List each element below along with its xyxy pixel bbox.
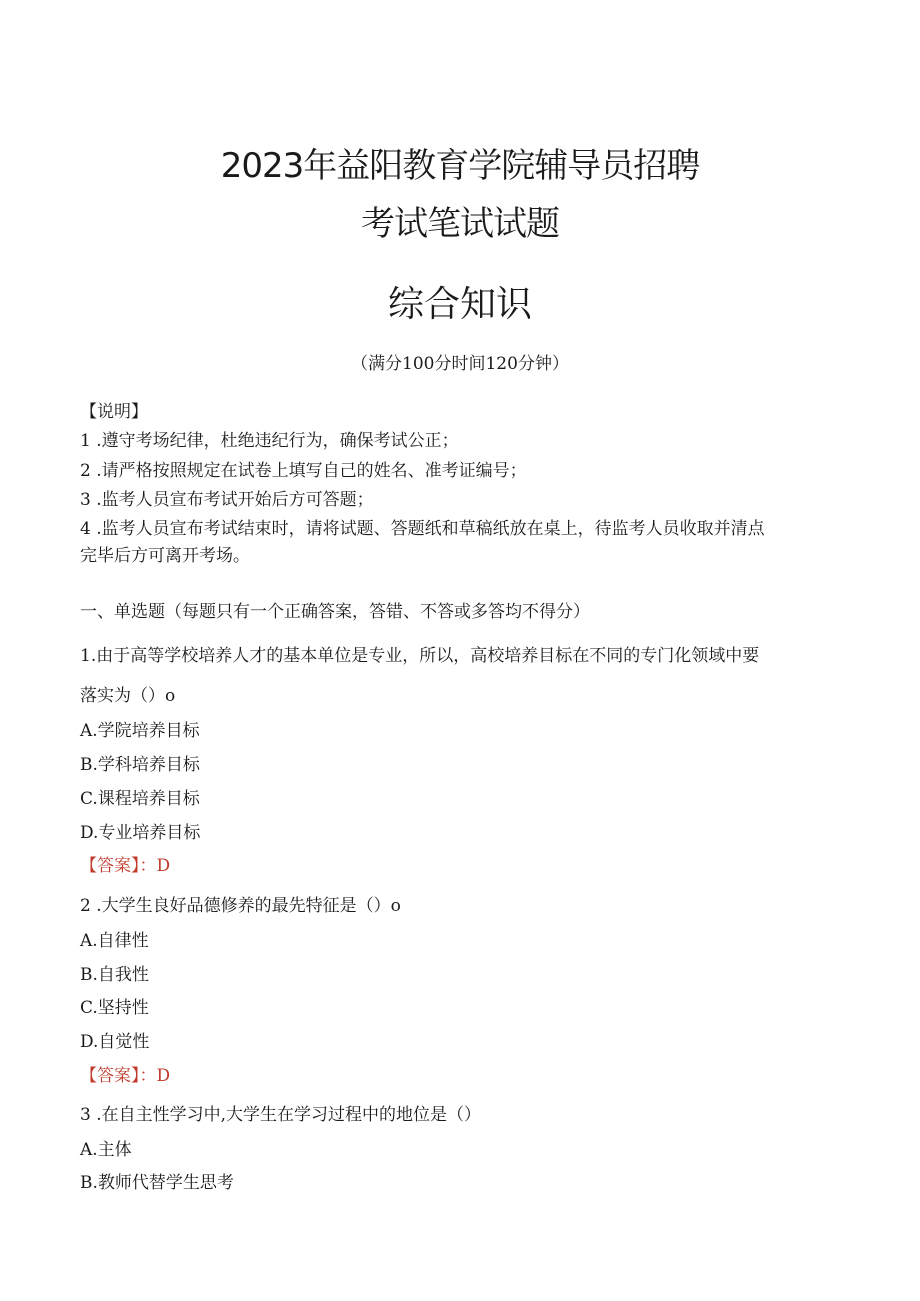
question-stem: 1.由于高等学校培养人才的基本单位是专业，所以，高校培养目标在不同的专门化领域中要 [80,646,760,666]
question-option: C.课程培养目标 [80,789,200,809]
exam-title-line1: 2023年益阳教育学院辅导员招聘 [220,146,700,186]
question-option: D.自觉性 [80,1032,150,1052]
instruction-item: 1 .遵守考场纪律，杜绝违纪行为，确保考试公正； [80,431,459,451]
instruction-item-continued: 完毕后方可离开考场。 [80,546,250,566]
instruction-item: 4 .监考人员宣布考试结束时，请将试题、答题纸和草稿纸放在桌上，待监考人员收取并清点 [80,519,765,539]
question-option: C.坚持性 [80,998,149,1018]
question-option: D.专业培养目标 [80,823,201,843]
answer-label: 【答案】：D [80,856,171,876]
question-option: B.学科培养目标 [80,755,200,775]
section-heading: 一、单选题（每题只有一个正确答案，答错、不答或多答均不得分） [80,602,590,622]
instruction-item: 2 .请严格按照规定在试卷上填写自己的姓名、准考证编号； [80,461,527,481]
question-stem: 3 .在自主性学习中,大学生在学习过程中的地位是（） [80,1105,482,1125]
question-option: B.教师代替学生思考 [80,1173,234,1193]
question-stem: 2 .大学生良好品德修养的最先特征是（）o [80,896,401,916]
exam-title-line2: 考试笔试试题 [361,204,559,244]
subject-title: 综合知识 [387,284,532,325]
question-stem-continued: 落实为（）o [80,686,176,706]
score-note: （满分100分时间120分钟） [351,354,569,374]
answer-label: 【答案】：D [80,1066,171,1086]
question-option: B.自我性 [80,965,149,985]
question-option: A.主体 [80,1140,132,1160]
instruction-item: 3 .监考人员宣布考试开始后方可答题； [80,490,374,510]
instructions-heading: 【说明】 [80,402,148,422]
question-option: A.学院培养目标 [80,721,200,741]
question-option: A.自律性 [80,931,149,951]
